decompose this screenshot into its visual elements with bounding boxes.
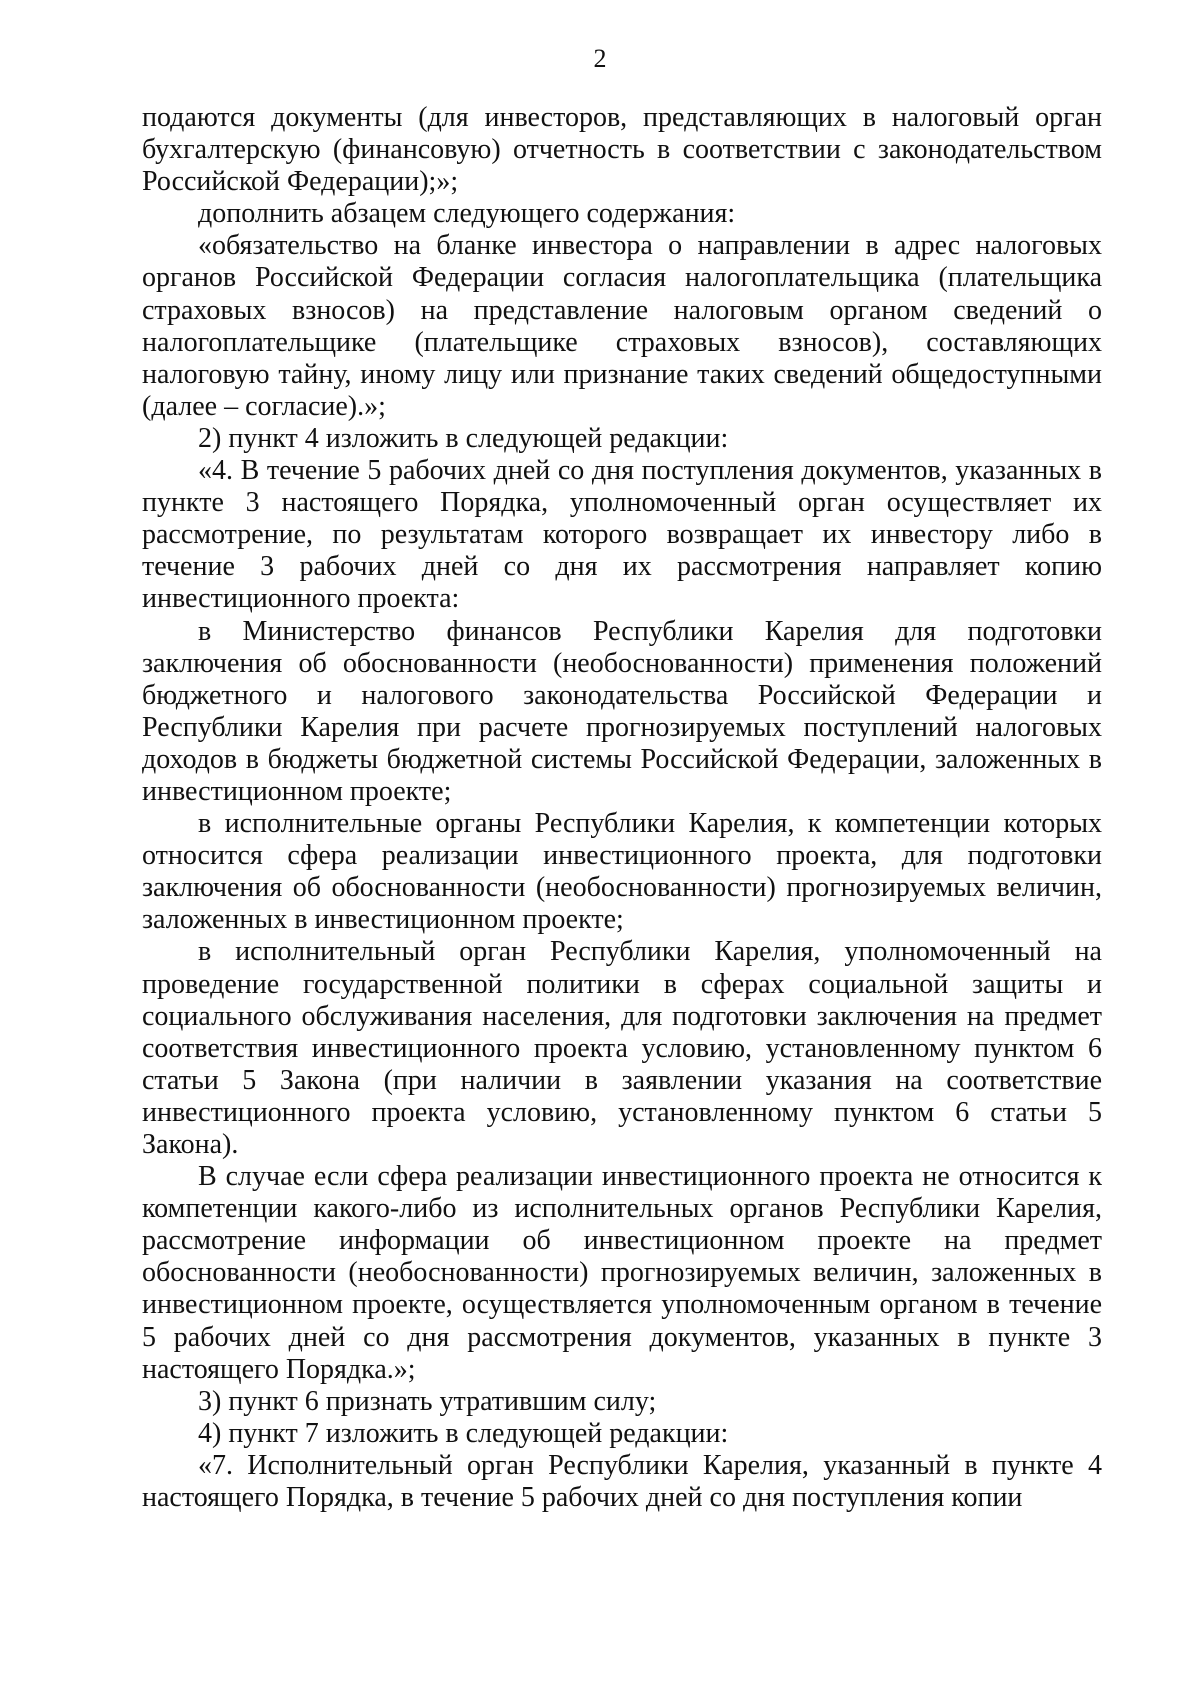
paragraph-executive-bodies: в исполнительные органы Республики Карелия, к компетенции которых относится сфера реализации инвестиционного проекта, для подготовки заключения об обоснованности (необоснованности) прогнозируемых величин, заложенных в инвестиционном проекте; (142, 808, 1102, 936)
paragraph-social-protection-body: в исполнительный орган Республики Карелия, уполномоченный на проведение государственной политики в сферах социальной защиты и социального обслуживания населения, для подготовки заключения на предмет соответствия инвестиционного проекта условию, установленному пунктом 6 статьи 5 Закона (при наличии в заявлении указания на соответствие инвестиционного проекта условию, установленному пунктом 6 статьи 5 Закона). (142, 936, 1102, 1160)
paragraph-item-2: 2) пункт 4 изложить в следующей редакции: (198, 422, 729, 454)
paragraph-item-3: 3) пункт 6 признать утратившим силу; (198, 1385, 657, 1417)
page-number: 2 (593, 44, 607, 73)
paragraph-continuation: подаются документы (для инвесторов, представляющих в налоговый орган бухгалтерскую (финансовую) отчетность в соответствии с законодательством Российской Федерации);»; (142, 102, 1102, 198)
paragraph-point-4: «4. В течение 5 рабочих дней со дня поступления документов, указанных в пункте 3 настоящего Порядка, уполномоченный орган осуществляет их рассмотрение, по результатам которого возвращает их инвестору либо в течение 3 рабочих дней со дня их рассмотрения направляет копию инвестиционного проекта: (142, 455, 1102, 615)
paragraph-competence-case: В случае если сфера реализации инвестиционного проекта не относится к компетенции какого-либо из исполнительных органов Республики Карелия, рассмотрение информации об инвестиционном проекте на предмет обоснованности (необоснованности) прогнозируемых величин, заложенных в инвестиционном проекте, осуществляется уполномоченным органом в течение 5 рабочих дней со дня рассмотрения документов, указанных в пункте 3 настоящего Порядка.»; (142, 1161, 1102, 1385)
paragraph-amendment-intro: дополнить абзацем следующего содержания: (198, 198, 736, 230)
document-body (142, 102, 1102, 1514)
paragraph-point-7: «7. Исполнительный орган Республики Карелия, указанный в пункте 4 настоящего Порядка, в течение 5 рабочих дней со дня поступления копии (142, 1449, 1102, 1514)
paragraph-ministry-finance: в Министерство финансов Республики Карелия для подготовки заключения об обоснованности (необоснованности) применения положений бюджетного и налогового законодательства Российской Федерации и Республики Карелия при расчете прогнозируемых поступлений налоговых доходов в бюджеты бюджетной системы Российской Федерации, заложенных в инвестиционном проекте; (142, 615, 1102, 807)
paragraph-item-4: 4) пункт 7 изложить в следующей редакции: (198, 1417, 729, 1449)
paragraph-consent-obligation: «обязательство на бланке инвестора о направлении в адрес налоговых органов Российской Федерации согласия налогоплательщика (плательщика страховых взносов) на представление налоговым органом сведений о налогоплательщике (плательщике страховых взносов), составляющих налоговую тайну, иному лицу или признание таких сведений общедоступными (далее – согласие).»; (142, 230, 1102, 422)
